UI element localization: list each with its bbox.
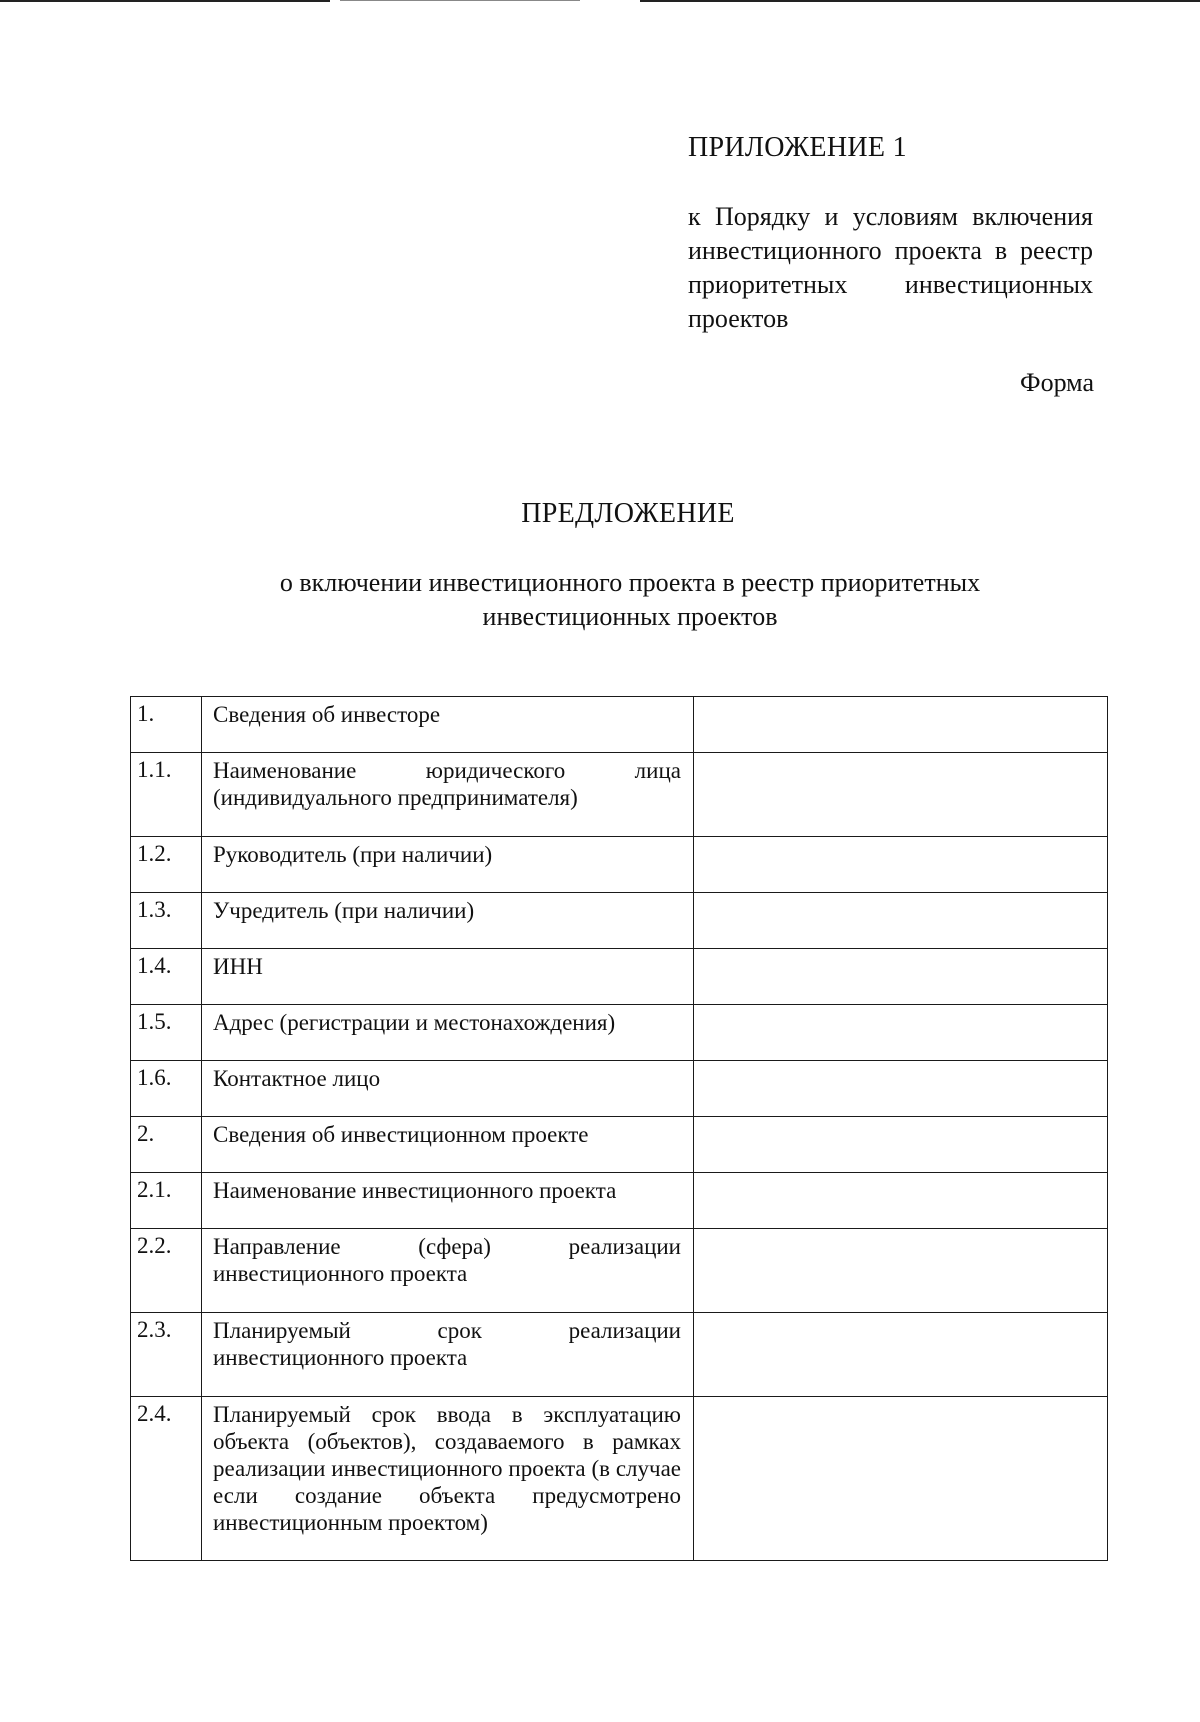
row-value-field[interactable] [694,1313,1108,1397]
table-row [131,1229,1108,1313]
document-subtitle-line-1: о включении инвестиционного проекта в реестр приоритетных [279,568,981,597]
row-label: Сведения об инвесторе [202,697,694,753]
row-value-field[interactable] [694,1229,1108,1313]
table-row [131,893,1108,949]
row-value-field[interactable] [694,697,1108,753]
row-label: Наименование юридического лица (индивидуального предпринимателя) [202,753,694,837]
row-number: 1.5. [131,1005,202,1061]
row-value-field[interactable] [694,753,1108,837]
row-number: 1.2. [131,837,202,893]
table-row [131,1005,1108,1061]
row-number: 1.3. [131,893,202,949]
row-label: Направление (сфера) реализации инвестиционного проекта [202,1229,694,1313]
row-number: 1. [131,697,202,753]
proposal-form-table [130,696,1108,1561]
row-number: 2. [131,1117,202,1173]
row-number: 1.6. [131,1061,202,1117]
row-value-field[interactable] [694,1117,1108,1173]
document-subtitle [200,566,1060,634]
row-number: 2.3. [131,1313,202,1397]
row-number: 2.4. [131,1397,202,1561]
row-value-field[interactable] [694,1397,1108,1561]
form-label: Форма [1020,368,1094,397]
document-title: ПРЕДЛОЖЕНИЕ [521,498,735,529]
row-number: 1.1. [131,753,202,837]
row-number: 2.1. [131,1173,202,1229]
row-value-field[interactable] [694,837,1108,893]
scan-edge-line [0,0,330,2]
row-label: Планируемый срок реализации инвестиционного проекта [202,1313,694,1397]
row-value-field[interactable] [694,1061,1108,1117]
row-label: Учредитель (при наличии) [202,893,694,949]
row-label: ИНН [202,949,694,1005]
table-row [131,1313,1108,1397]
scan-edge-line [640,0,1200,2]
table-row [131,753,1108,837]
table-row [131,837,1108,893]
row-label: Контактное лицо [202,1061,694,1117]
row-label: Планируемый срок ввода в эксплуатацию объекта (объектов), создаваемого в рамках реализации инвестиционного проекта (в случае если создание объекта предусмотрено инвестиционным проектом) [202,1397,694,1561]
row-value-field[interactable] [694,1005,1108,1061]
table-row [131,1117,1108,1173]
document-subtitle-line-2: инвестиционных проектов [482,602,778,631]
appendix-subtitle: к Порядку и условиям включения инвестиционного проекта в реестр приоритетных инвестиционных проектов [688,202,1093,333]
table-row [131,1061,1108,1117]
row-label: Руководитель (при наличии) [202,837,694,893]
row-value-field[interactable] [694,1173,1108,1229]
scan-edge-line [340,0,580,1]
row-number: 2.2. [131,1229,202,1313]
row-value-field[interactable] [694,949,1108,1005]
table-row [131,1173,1108,1229]
table-row [131,1397,1108,1561]
row-label: Сведения об инвестиционном проекте [202,1117,694,1173]
row-value-field[interactable] [694,893,1108,949]
row-label: Наименование инвестиционного проекта [202,1173,694,1229]
table-row [131,949,1108,1005]
appendix-title: ПРИЛОЖЕНИЕ 1 [688,132,907,163]
table-row [131,697,1108,753]
row-label: Адрес (регистрации и местонахождения) [202,1005,694,1061]
row-number: 1.4. [131,949,202,1005]
